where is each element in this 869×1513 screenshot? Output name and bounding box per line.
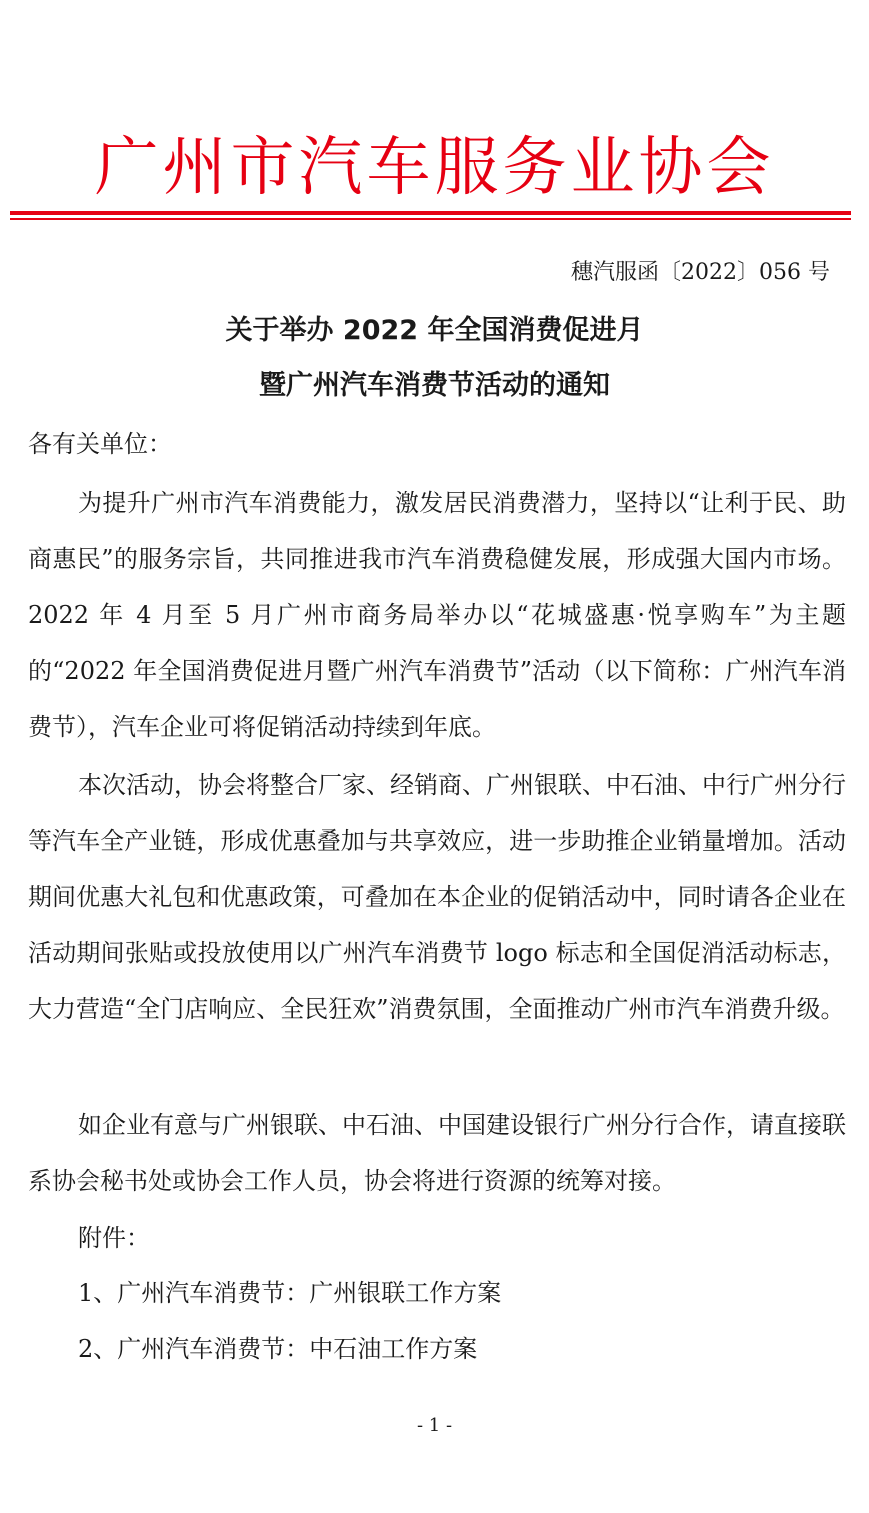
- notice-title-line-2: 暨广州汽车消费节活动的通知: [259, 370, 610, 401]
- body-paragraph-2: 本次活动，协会将整合厂家、经销商、广州银联、中石油、中行广州分行等汽车全产业链，形成优惠叠加与共享效应，进一步助推企业销量增加。活动期间优惠大礼包和优惠政策，可叠加在本企业的促销活动中，同时请各企业在活动期间张贴或投放使用以广州汽车消费节 logo 标志和全国促消活动标志，大力营造“全门店响应、全民狂欢”消费氛围，全面推动广州市汽车消费升级。: [28, 771, 846, 1023]
- salutation: 各有关单位：: [28, 430, 172, 458]
- attachment-item-1: 1、广州汽车消费节：广州银联工作方案: [78, 1279, 502, 1307]
- attachments-label: 附件：: [78, 1224, 150, 1252]
- letterhead-rule-thin: [10, 218, 851, 220]
- document-number: 穗汽服函〔2022〕056 号: [571, 260, 830, 285]
- letterhead-title: 广州市汽车服务业协会: [94, 131, 775, 205]
- letterhead-rule-thick: [10, 211, 851, 215]
- body-paragraph-1: 为提升广州市汽车消费能力，激发居民消费潜力，坚持以“让利于民、助商惠民”的服务宗旨，共同推进我市汽车消费稳健发展，形成强大国内市场。2022 年 4 月至 5 月广州市商务局举办以“花城盛惠·悦享购车”为主题的“2022 年全国消费促进月暨广州汽车消费节”活动（以下简称：广州汽车消费节），汽车企业可将促销活动持续到年底。: [28, 489, 846, 741]
- attachment-item-2: 2、广州汽车消费节：中石油工作方案: [78, 1335, 478, 1363]
- body-paragraph-3: 如企业有意与广州银联、中石油、中国建设银行广州分行合作，请直接联系协会秘书处或协会工作人员，协会将进行资源的统筹对接。: [28, 1111, 846, 1195]
- page-number: - 1 -: [416, 1415, 453, 1436]
- notice-title-line-1: 关于举办 2022 年全国消费促进月: [225, 315, 644, 346]
